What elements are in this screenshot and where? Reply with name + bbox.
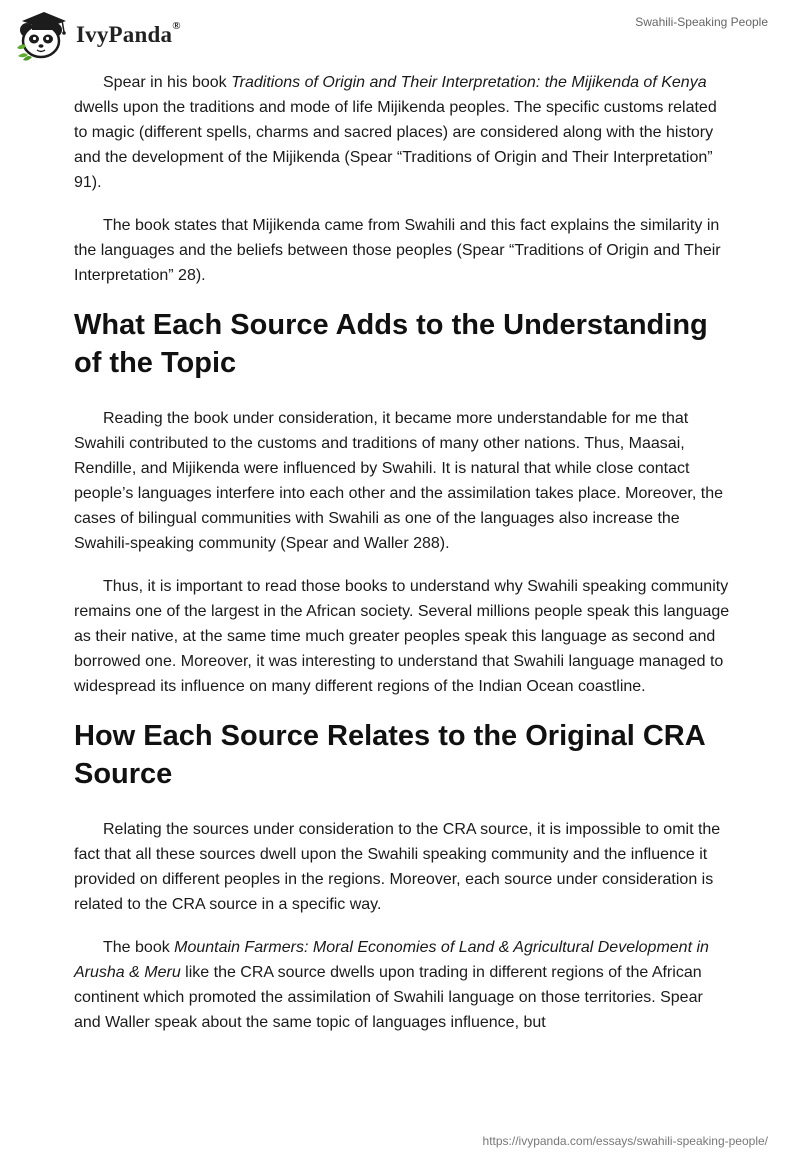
paragraph: The book Mountain Farmers: Moral Economies of Land & Agricultural Development in Arusha & Meru like the CRA source dwells upon trading in different regions of the African continent which promoted the assimilation of Swahili language on those territories. Spear and Waller speak about the same topic of languages influence, but — [74, 939, 709, 1031]
paragraph: Reading the book under consideration, it became more understandable for me that Swahili contributed to the customs and traditions of many other nations. Thus, Maasai, Rendille, and Mijikenda were influenced by Swahili. It is natural that while close contact people’s languages interfere into each other and the assimilation takes place. Moreover, the cases of bilingual communities with Swahili as one of the languages also increase the Swahili-speaking community (Spear and Waller 288). — [74, 410, 723, 552]
panda-graduate-icon — [14, 8, 72, 62]
paragraph: Spear in his book Traditions of Origin and Their Interpretation: the Mijikenda of Kenya dwells upon the traditions and mode of life Mijikenda peoples. The specific customs related to magic (different spells, charms and sacred places) are considered along with the history and the development of the Mijikenda (Spear “Traditions of Origin and Their Interpretation” 91). — [74, 74, 717, 191]
ivypanda-logo[interactable] — [14, 8, 181, 62]
paragraph: Relating the sources under consideration to the CRA source, it is impossible to omit the fact that all these sources dwell upon the Swahili speaking community and the influence it provided on different peoples in the regions. Moreover, each source under consideration is related to the CRA source in a specific way. — [74, 821, 721, 913]
source-url[interactable]: https://ivypanda.com/essays/swahili-speaking-people/ — [482, 1134, 768, 1148]
essay-content — [74, 70, 730, 1053]
book-title: Traditions of Origin and Their Interpretation: the Mijikenda of Kenya — [231, 74, 707, 91]
section-heading: What Each Source Adds to the Understanding of the Topic — [74, 309, 708, 379]
essay-title-label: Swahili-Speaking People — [635, 15, 768, 29]
book-title: Mountain Farmers: Moral Economies of Land & Agricultural Development in Arusha & Meru — [74, 939, 709, 981]
page-header — [0, 0, 800, 70]
paragraph: The book states that Mijikenda came from Swahili and this fact explains the similarity in the languages and the beliefs between those peoples (Spear “Traditions of Origin and Their Interpretation” 28). — [74, 217, 721, 284]
paragraph: Thus, it is important to read those books to understand why Swahili speaking community remains one of the largest in the African society. Several millions people speak this language as their native, at the same time much greater peoples speak this language as second and borrowed one. Moreover, it was interesting to understand that Swahili language managed to widespread its influence on many different regions of the Indian Ocean coastline. — [74, 578, 730, 695]
logo-text: IvyPanda® — [76, 20, 181, 47]
section-heading: How Each Source Relates to the Original CRA Source — [74, 720, 705, 790]
